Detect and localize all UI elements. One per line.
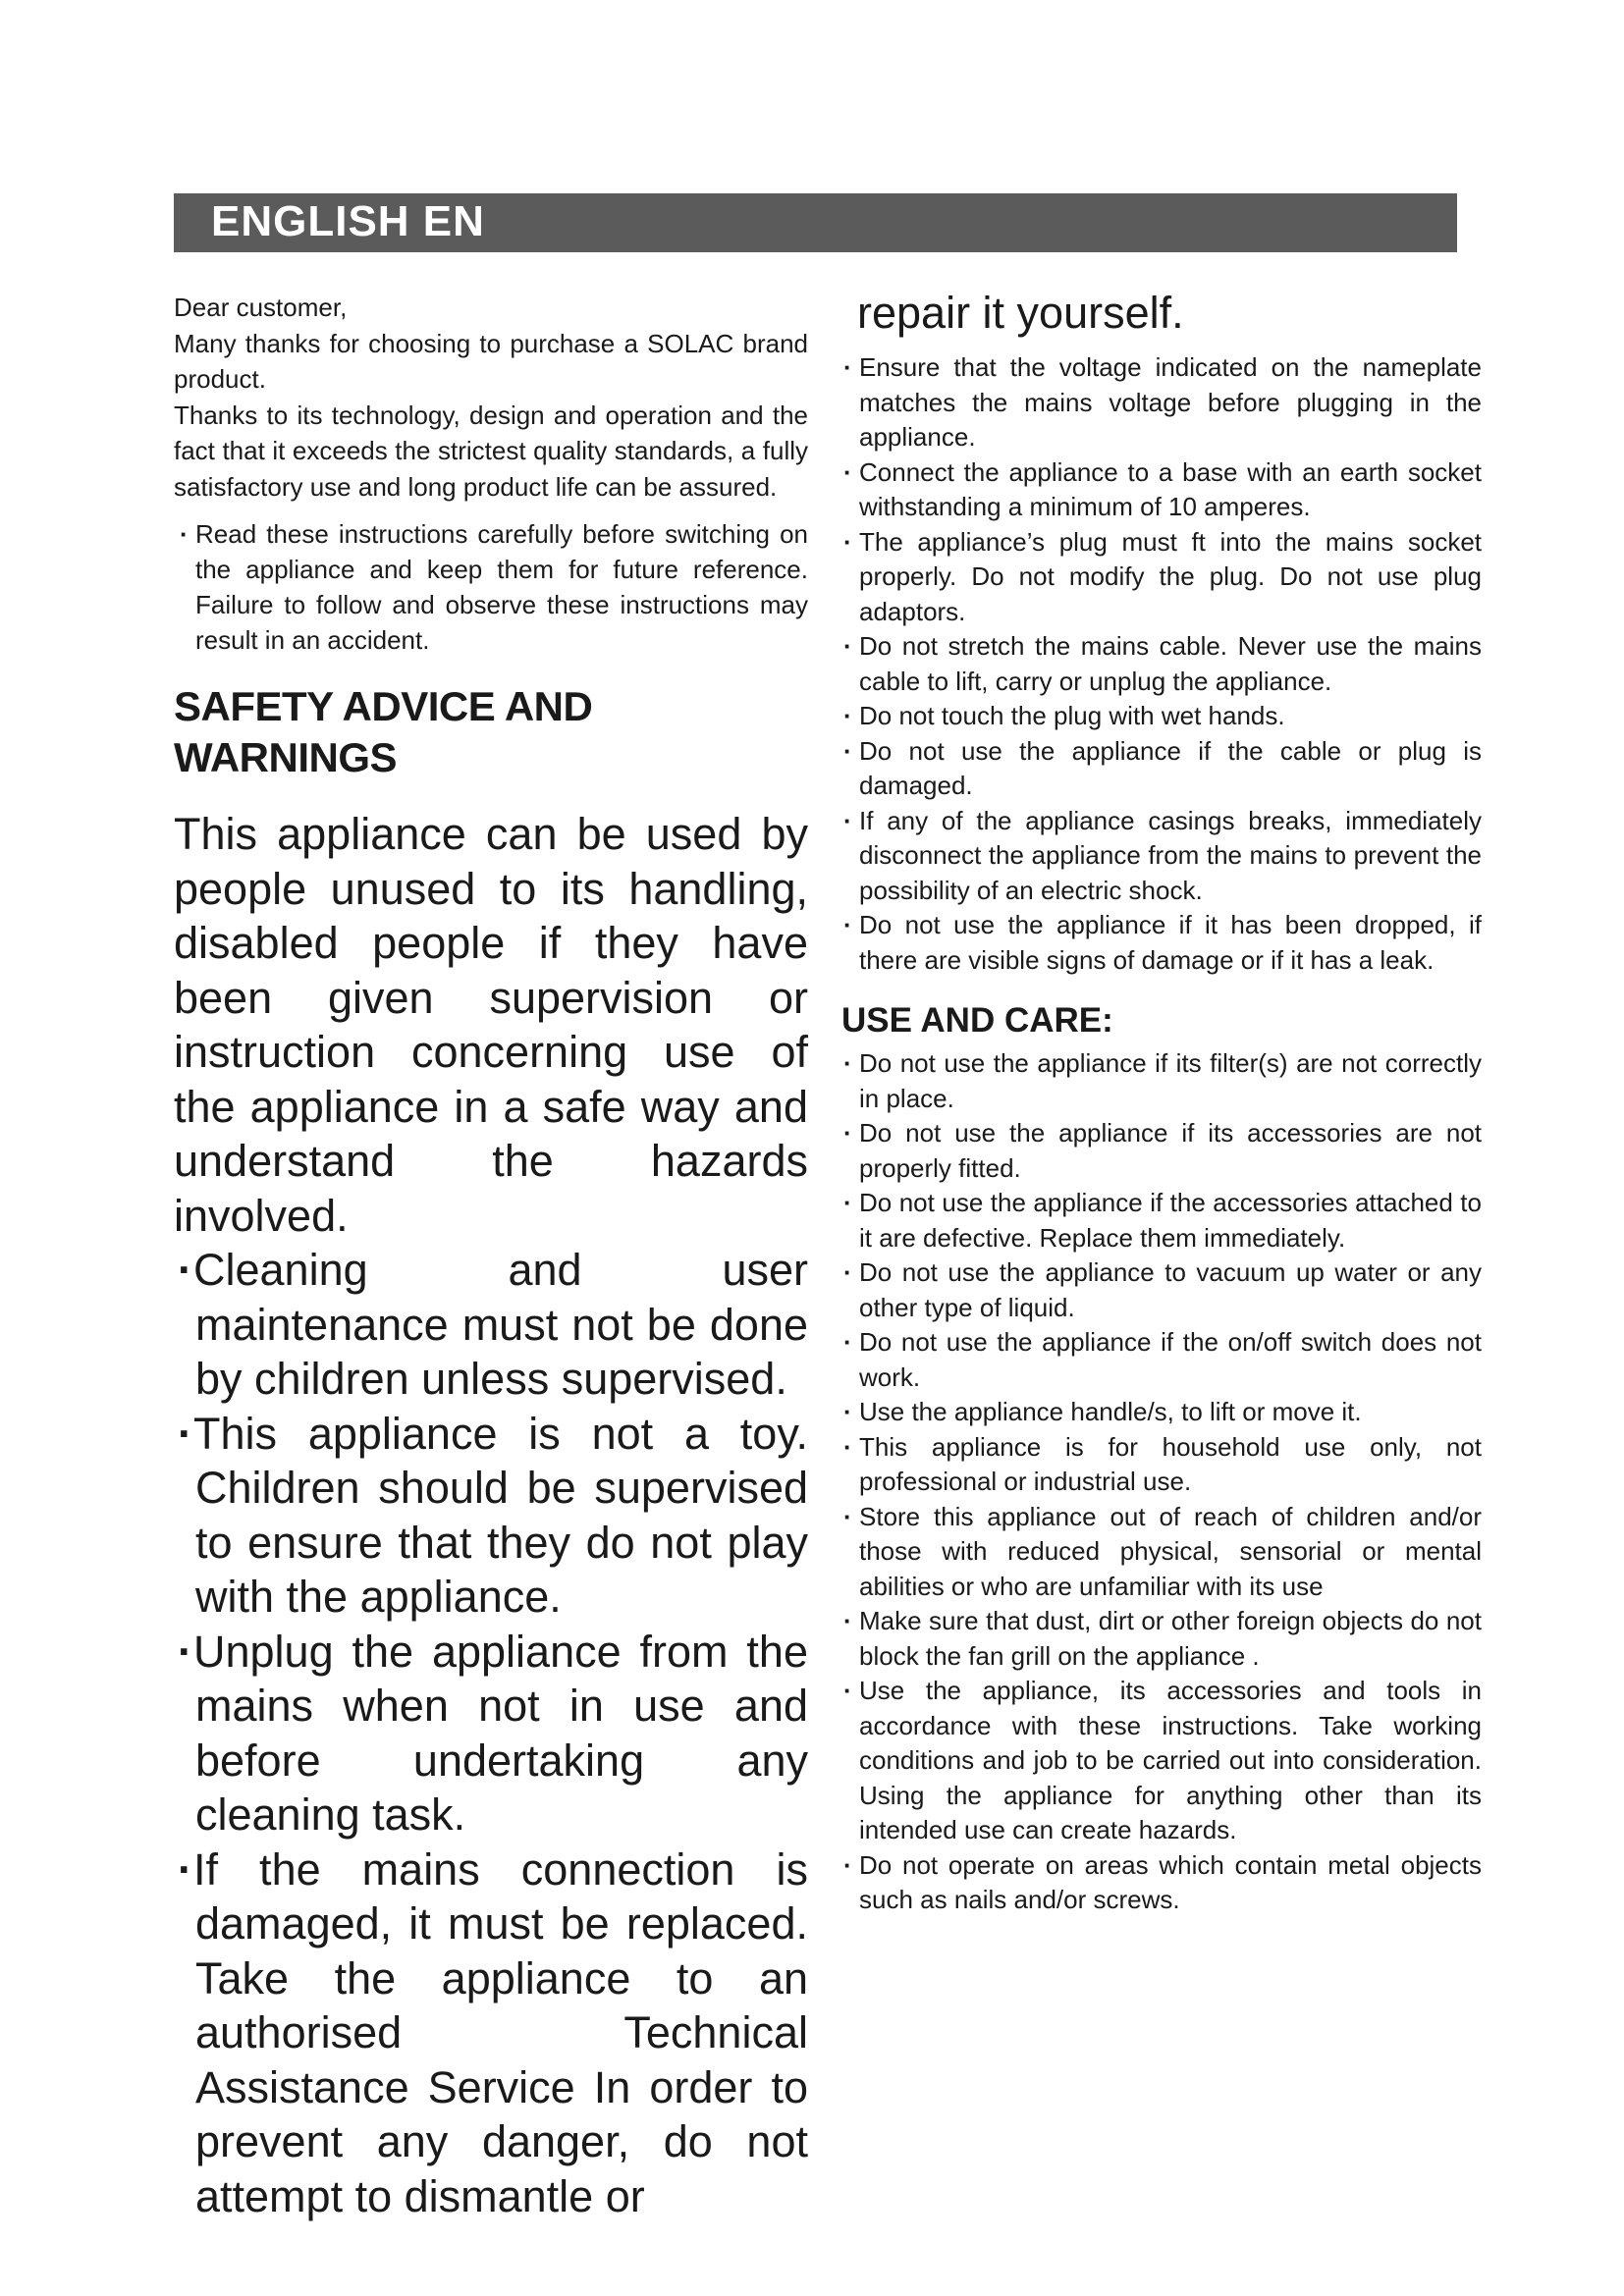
safety-title: SAFETY ADVICE AND WARNINGS (174, 683, 593, 780)
read-instructions-item: · Read these instructions carefully before switching on the appliance and keep them for future reference. Failure to follow and observe these instructions may result in an accident. (174, 516, 808, 658)
use-care-item: · This appliance is for household use only, not professional or industrial use. (841, 1430, 1482, 1500)
safety-item: · If any of the appliance casings breaks, immediately disconnect the appliance from the mains to prevent the possibility of an electric shock. (841, 804, 1482, 909)
safety-big-item: · If the mains connection is damaged, it must be replaced. Take the appliance to an authorised Technical Assistance Service In order to prevent any danger, do not attempt to dismantle or (174, 1842, 808, 2224)
safety-big-item: · Unplug the appliance from the mains when not in use and before undertaking any cleaning task. (174, 1625, 808, 1842)
safety-item: · Ensure that the voltage indicated on the nameplate matches the mains voltage before plugging in the appliance. (841, 350, 1482, 455)
use-care-item: · Do not use the appliance if the accessories attached to it are defective. Replace them immediately. (841, 1186, 1482, 1255)
safety-item: · Do not use the appliance if it has been dropped, if there are visible signs of damage or if it has a leak. (841, 908, 1482, 978)
use-care-item: · Do not use the appliance if the on/off switch does not work. (841, 1325, 1482, 1395)
use-care-item: · Store this appliance out of reach of children and/or those with reduced physical, sensorial or mental abilities or who are unfamiliar with its use (841, 1500, 1482, 1605)
intro-thanks: Many thanks for choosing to purchase a SOLAC brand product. (174, 328, 808, 394)
safety-big-item: · Cleaning and user maintenance must not be done by children unless supervised. (174, 1243, 808, 1407)
safety-item: · Do not stretch the mains cable. Never use the mains cable to lift, carry or unplug the appliance. (841, 629, 1482, 699)
safety-item: · Connect the appliance to a base with an earth socket withstanding a minimum of 10 amperes. (841, 455, 1482, 525)
use-care-item: · Make sure that dust, dirt or other foreign objects do not block the fan grill on the appliance . (841, 1604, 1482, 1674)
safety-big-item: · This appliance is not a toy. Children should be supervised to ensure that they do not play with the appliance. (174, 1407, 808, 1625)
use-care-item: · Do not use the appliance to vacuum up water or any other type of liquid. (841, 1255, 1482, 1325)
safety-lead: This appliance can be used by people unused to its handling, disabled people if they have been given supervision or instruction concerning use of the appliance in a safe way and understand the hazards involved. (174, 809, 808, 1241)
safety-item: · Do not use the appliance if the cable or plug is damaged. (841, 734, 1482, 804)
language-header-bar (174, 193, 1457, 252)
language-label: ENGLISH EN (211, 197, 485, 245)
use-care-item: · Use the appliance handle/s, to lift or move it. (841, 1395, 1482, 1430)
safety-item: · Do not touch the plug with wet hands. (841, 699, 1482, 734)
left-column (174, 290, 808, 2223)
safety-continuation: repair it yourself. (857, 288, 1184, 338)
use-care-item: · Do not use the appliance if its filter(s) are not correctly in place. (841, 1046, 1482, 1116)
use-care-item: · Use the appliance, its accessories and tools in accordance with these instructions. Take working conditions and job to be carried out into consideration. Using the appliance for anything other than its intended use can create hazards. (841, 1674, 1482, 1848)
use-care-item: · Do not use the appliance if its accessories are not properly fitted. (841, 1116, 1482, 1186)
use-and-care-title: USE AND CARE: (841, 1001, 1113, 1040)
safety-item: · The appliance’s plug must ft into the mains socket properly. Do not modify the plug. Do not use plug adaptors. (841, 525, 1482, 630)
right-column (841, 290, 1482, 1918)
use-care-item: · Do not operate on areas which contain metal objects such as nails and/or screws. (841, 1848, 1482, 1918)
greeting: Dear customer, (174, 293, 348, 322)
intro-technology: Thanks to its technology, design and operation and the fact that it exceeds the strictest quality standards, a fully satisfactory use and long product life can be assured. (174, 400, 808, 502)
